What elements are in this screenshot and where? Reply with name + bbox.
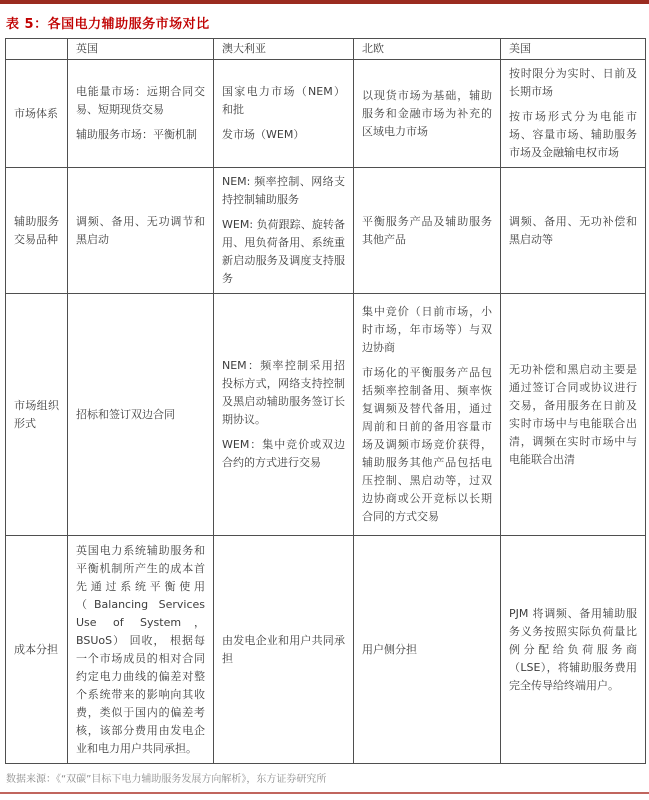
cell-paragraph: WEM: 负荷跟踪、旋转备用、甩负荷备用、系统重新启动服务及调度支持服务 bbox=[222, 218, 345, 285]
row-market-system bbox=[6, 60, 646, 168]
cell-paragraph: 无功补偿和黑启动主要是通过签订合同或协议进行交易，备用服务在日前及实时市场中与电能联合出清，调频在实时市场中与电能联合出清 bbox=[509, 362, 637, 466]
cell-cost-usa bbox=[501, 536, 646, 764]
cell-paragraph: 市场化的平衡服务产品包括频率控制备用、频率恢复调频及替代备用，通过周前和日前的备用容量市场及调频市场竞价获得，辅助服务其他产品包括电压控制、黑启动等，过双边协商或公开竞标以长期合同的方式交易 bbox=[362, 366, 492, 523]
cell-market-system-uk bbox=[68, 60, 214, 168]
comparison-table bbox=[5, 38, 646, 764]
header-row bbox=[6, 39, 646, 60]
cell-cost-australia bbox=[214, 536, 354, 764]
bottom-divider bbox=[0, 792, 649, 794]
row-cost-sharing bbox=[6, 536, 646, 764]
row-label-cost-sharing: 成本分担 bbox=[6, 536, 68, 764]
cell-paragraph: 英国电力系统辅助服务和平衡机制所产生的成本首先通过系统平衡使用（Balancing Services Use of System，BSUoS） 回收， 根据每一个市场成员的相对合同约定电力曲线的偏差对整个系统带来的影响向其收费，类似于国内的偏差考核，该部分费用由发电企业和电力用户共同承担。 bbox=[76, 543, 205, 755]
cell-paragraph: 按时限分为实时、日前及长期市场 bbox=[509, 67, 637, 98]
cell-market-system-usa bbox=[501, 60, 646, 168]
data-source-note: 数据来源：《“双碳”目标下电力辅助服务发展方向解析》，东方证券研究所 bbox=[6, 774, 327, 785]
cell-organization-nordic bbox=[354, 294, 501, 536]
table-title: 表 5：各国电力辅助服务市场对比 bbox=[6, 17, 210, 32]
cell-organization-uk bbox=[68, 294, 214, 536]
cell-service-types-nordic bbox=[354, 168, 501, 294]
cell-paragraph: 平衡服务产品及辅助服务其他产品 bbox=[362, 214, 492, 246]
cell-paragraph: 调频、备用、无功调节和黑启动 bbox=[76, 214, 205, 246]
cell-paragraph: 国家电力市场（NEM） 和批 bbox=[222, 85, 345, 116]
cell-market-system-australia bbox=[214, 60, 354, 168]
header-cell-nordic: 北欧 bbox=[354, 39, 501, 60]
cell-paragraph: 集中竞价（日前市场，小时市场，年市场等）与双边协商 bbox=[362, 305, 492, 354]
cell-organization-usa bbox=[501, 294, 646, 536]
header-cell-australia: 澳大利亚 bbox=[214, 39, 354, 60]
cell-service-types-uk bbox=[68, 168, 214, 294]
cell-service-types-usa bbox=[501, 168, 646, 294]
cell-cost-nordic bbox=[354, 536, 501, 764]
cell-paragraph: PJM 将调频、备用辅助服务义务按照实际负荷量比例分配给负荷服务商（LSE），将辅助服务费用完全传导给终端用户。 bbox=[509, 606, 637, 692]
cell-paragraph: 辅助服务市场：平衡机制 bbox=[76, 128, 197, 141]
cell-paragraph: 电能量市场：远期合同交易、短期现货交易 bbox=[76, 85, 205, 116]
cell-cost-uk bbox=[68, 536, 214, 764]
cell-paragraph: 按市场形式分为电能市场、容量市场、辅助服务市场及金融输电权市场 bbox=[509, 110, 637, 159]
cell-paragraph: 用户侧分担 bbox=[362, 642, 417, 656]
cell-paragraph: 以现货市场为基础，辅助服务和金融市场为补充的区域电力市场 bbox=[362, 88, 492, 138]
row-label-service-types: 辅助服务交易品种 bbox=[6, 168, 68, 294]
cell-organization-australia bbox=[214, 294, 354, 536]
row-label-market-system: 市场体系 bbox=[6, 60, 68, 168]
cell-paragraph: WEM：集中竞价或双边合约的方式进行交易 bbox=[222, 438, 345, 469]
header-cell-usa: 美国 bbox=[501, 39, 646, 60]
row-service-types bbox=[6, 168, 646, 294]
cell-market-system-nordic bbox=[354, 60, 501, 168]
cell-service-types-australia bbox=[214, 168, 354, 294]
cell-paragraph: NEM: 频率控制、网络支持控制辅助服务 bbox=[222, 175, 345, 206]
header-cell-empty bbox=[6, 39, 68, 60]
row-label-organization-form: 市场组织形式 bbox=[6, 294, 68, 536]
row-organization-form bbox=[6, 294, 646, 536]
cell-paragraph: 发市场（WEM） bbox=[222, 128, 305, 141]
header-cell-uk: 英国 bbox=[68, 39, 214, 60]
cell-paragraph: 由发电企业和用户共同承担 bbox=[222, 633, 345, 665]
cell-paragraph: 招标和签订双边合同 bbox=[76, 407, 175, 421]
cell-paragraph: 调频、备用、无功补偿和黑启动等 bbox=[509, 214, 637, 246]
cell-paragraph: NEM：频率控制采用招投标方式，网络支持控制及黑启动辅助服务签订长期协议。 bbox=[222, 359, 345, 426]
